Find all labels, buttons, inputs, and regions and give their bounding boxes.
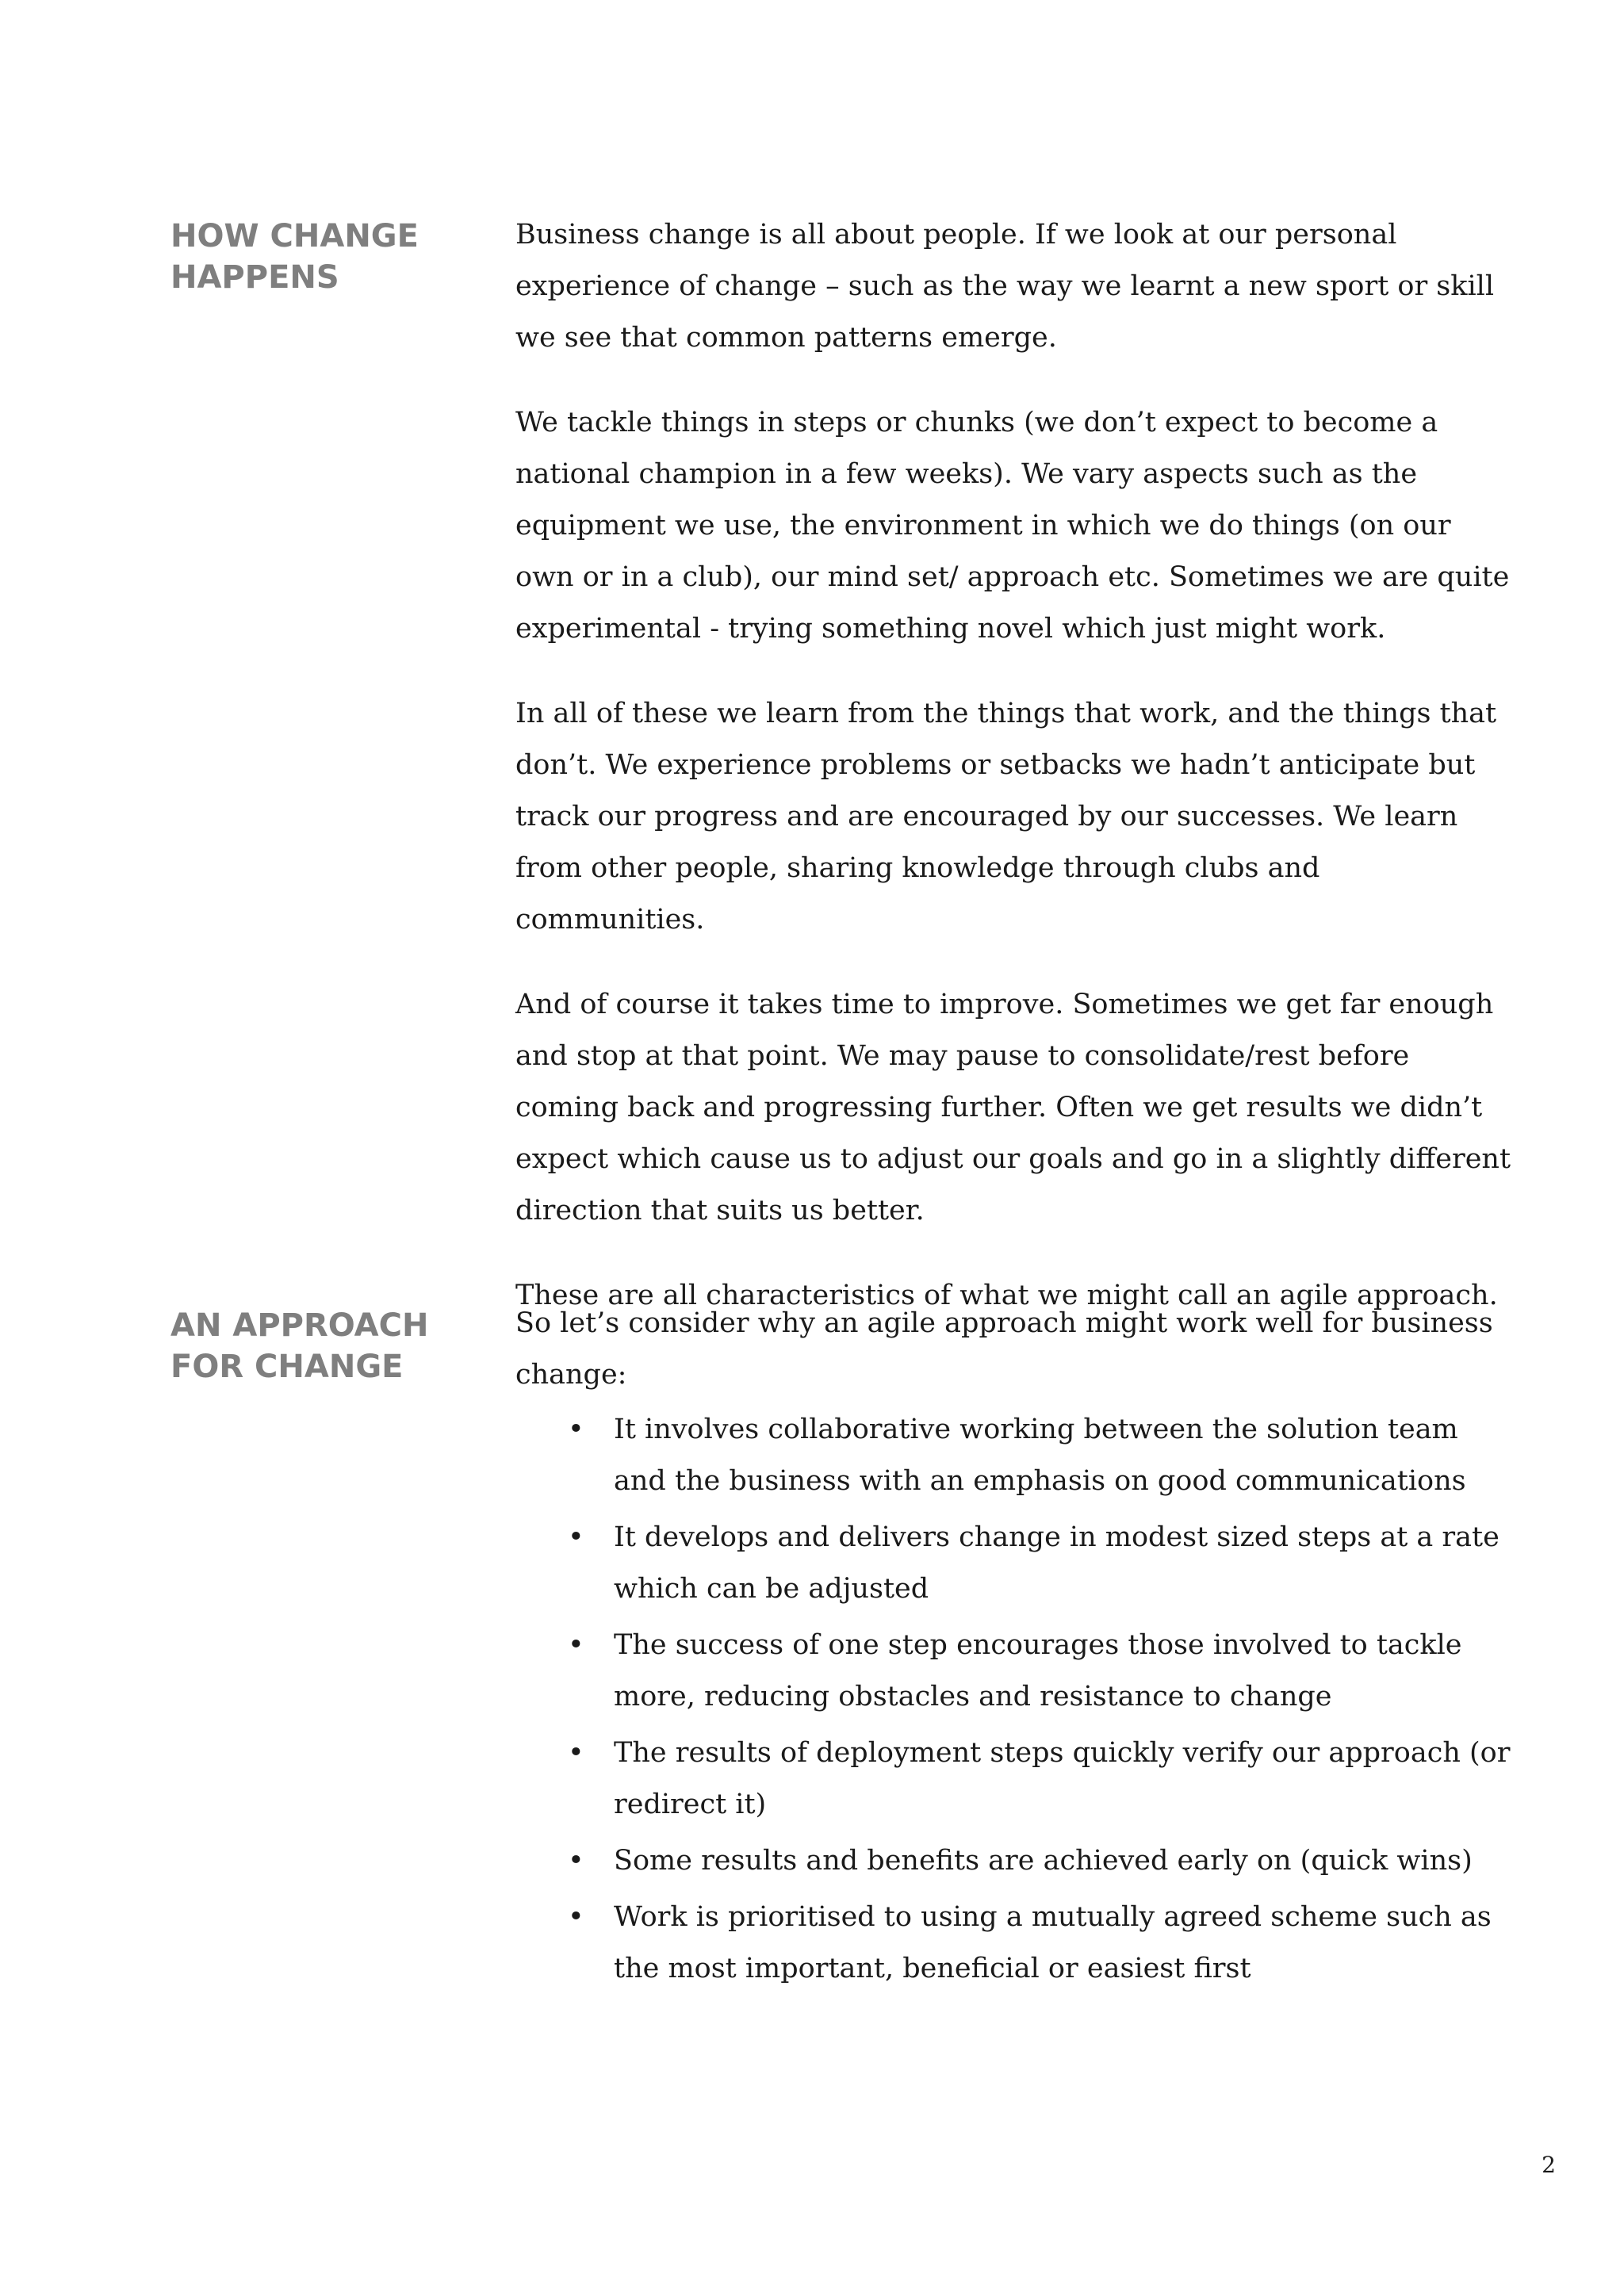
bullet-icon: •	[568, 1901, 584, 1933]
section-heading: AN APPROACH FOR CHANGE	[170, 1307, 429, 1385]
list-item	[515, 1728, 1515, 1831]
section-body	[515, 1298, 1515, 1999]
list-item-text: Work is prioritised to using a mutually agreed scheme such as the most important, beneficial or easiest first	[614, 1901, 1492, 1984]
paragraph: Business change is all about people. If we look at our personal experience of change – such as the way we learnt a new sport or skill we see that common patterns emerge.	[515, 219, 1495, 354]
list-item	[515, 1620, 1515, 1723]
paragraph: These are all characteristics of what we might call an agile approach.	[515, 1280, 1498, 1311]
list-item-text: The results of deployment steps quickly verify our approach (or redirect it)	[614, 1737, 1511, 1820]
list-item	[515, 1892, 1515, 1995]
benefits-list	[515, 1404, 1515, 1995]
paragraph: In all of these we learn from the things that work, and the things that don’t. We experience problems or setbacks we hadn’t anticipate but track our progress and are encouraged by our successes. We learn from other people, sharing knowledge through clubs and communities.	[515, 698, 1497, 936]
bullet-icon: •	[568, 1414, 584, 1445]
list-item-text: The success of one step encourages those involved to tackle more, reducing obstacles and resistance to change	[614, 1629, 1462, 1712]
bullet-icon: •	[568, 1521, 584, 1553]
list-item-text: Some results and benefits are achieved early on (quick wins)	[614, 1845, 1473, 1877]
page-number: 2	[1542, 2152, 1556, 2178]
list-item	[515, 1404, 1515, 1507]
section-heading: HOW CHANGE HAPPENS	[170, 218, 419, 296]
section-body	[515, 209, 1515, 1322]
bullet-icon: •	[568, 1845, 584, 1877]
bullet-icon: •	[568, 1629, 584, 1661]
list-item	[515, 1835, 1515, 1887]
list-item-text: It involves collaborative working between the solution team and the business with an emphasis on good communications	[614, 1414, 1466, 1497]
paragraph: And of course it takes time to improve. Sometimes we get far enough and stop at that point. We may pause to consolidate/rest before coming back and progressing further. Often we get results we didn’t expect which cause us to adjust our goals and go in a slightly different direction that suits us better.	[515, 989, 1511, 1226]
list-item-text: It develops and delivers change in modest sized steps at a rate which can be adjusted	[614, 1521, 1500, 1605]
paragraph: We tackle things in steps or chunks (we don’t expect to become a national champion in a few weeks). We vary aspects such as the equipment we use, the environment in which we do things (on our own or in a club), our mind set/ approach etc. Sometimes we are quite experimental - trying something novel which just might work.	[515, 407, 1510, 645]
list-item	[515, 1512, 1515, 1615]
intro-paragraph: So let’s consider why an agile approach might work well for business change:	[515, 1307, 1493, 1391]
bullet-icon: •	[568, 1737, 584, 1769]
